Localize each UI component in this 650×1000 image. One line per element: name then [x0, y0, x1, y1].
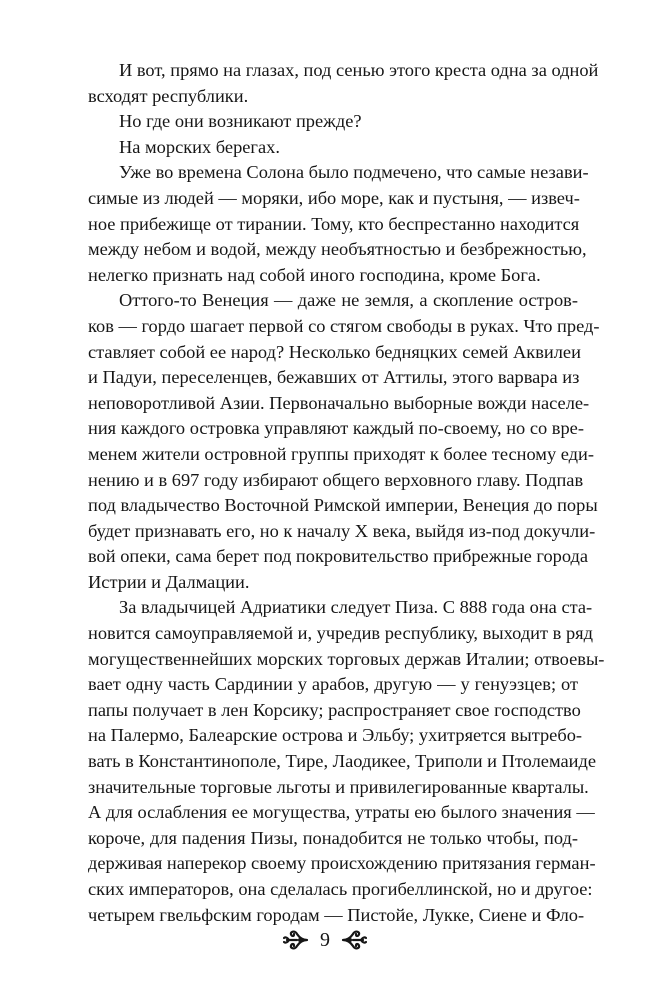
text-line: ния каждого островка управляют каждый по-своему, но со вре-: [88, 418, 584, 439]
text-line: И вот, прямо на глазах, под сенью этого креста одна за одной: [119, 60, 599, 80]
text-line: нению и в 697 году избирают общего верховного главу. Подпав: [88, 469, 584, 490]
text-line: Уже во времена Солона было подмечено, что самые незави-: [119, 162, 589, 183]
page-body: [88, 58, 605, 928]
text-line: А для ослабления ее могущества, утраты ею былого значения —: [88, 802, 595, 823]
text-line: могущественнейших морских торговых держав Италии; отвоевы-: [88, 648, 605, 669]
text-line: будет признавать его, но к началу X века, выйдя из-под докучли-: [88, 520, 596, 541]
text-line: Истрии и Далмации.: [88, 571, 250, 592]
text-line: четырем гвельфским городам — Пистойе, Лукке, Сиене и Фло-: [88, 904, 585, 925]
text-line: менем жители островной группы приходят к более тесному еди-: [88, 443, 594, 464]
text-line: ставляет собой ее народ? Несколько бедняцких семей Аквилеи: [88, 341, 581, 362]
fleuron-left-icon: [283, 929, 309, 951]
text-line: всходят республики.: [88, 85, 249, 106]
text-line: симые из людей — моряки, ибо море, как и пустыня, — извеч-: [88, 187, 580, 208]
paragraph: [88, 595, 605, 928]
fleuron-right-icon: [341, 929, 367, 951]
text-line: Оттого-то Венеция — даже не земля, а скопление остров-: [119, 290, 578, 311]
text-line: ное прибежище от тирании. Тому, кто беспрестанно находится: [88, 213, 580, 234]
text-line: неповоротливой Азии. Первоначально выборные вожди населе-: [88, 392, 590, 413]
paragraph: [88, 135, 578, 161]
text-line: Но где они возникают прежде?: [119, 111, 362, 132]
text-line: За владычицей Адриатики следует Пиза. С 888 года она ста-: [119, 597, 593, 618]
paragraph: [88, 288, 600, 595]
paragraph: [88, 160, 589, 288]
text-line: и Падуи, переселенцев, бежавших от Аттилы, этого варвара из: [88, 367, 580, 388]
text-line: нелегко признать над собой иного господина, кроме Бога.: [88, 264, 541, 285]
text-line: значительные торговые льготы и привилегированные кварталы.: [88, 776, 589, 797]
text-line: ков — гордо шагает первой со стягом свободы в руках. Что пред-: [88, 315, 600, 336]
text-line: На морских берегах.: [119, 136, 280, 157]
paragraph: [88, 58, 599, 109]
text-line: вой опеки, сама берет под покровительство прибрежные города: [88, 546, 589, 567]
page-footer: [0, 928, 650, 952]
text-line: вает одну часть Сардинии у арабов, другую — у генуэзцев; от: [88, 674, 578, 695]
text-line: новится самоуправляемой и, учредив республику, выходит в ряд: [88, 623, 593, 644]
text-line: вать в Константинополе, Тире, Лаодикее, Триполи и Птолемаиде: [88, 751, 596, 772]
text-line: держивая наперекор своему происхождению притязания герман-: [88, 853, 596, 874]
text-line: между небом и водой, между необъятностью и безбрежностью,: [88, 239, 587, 260]
text-line: папы получает в лен Корсику; распространяет свое господство: [88, 699, 581, 720]
text-line: короче, для падения Пизы, понадобится не только чтобы, под-: [88, 827, 578, 848]
text-line: на Палермо, Балеарские острова и Эльбу; ухитряется вытребо-: [88, 725, 583, 746]
text-line: под владычество Восточной Римской империи, Венеция до поры: [88, 495, 598, 516]
text-line: ских императоров, она сделалась прогибеллинской, но и другое:: [88, 879, 593, 899]
page-number: 9: [320, 928, 330, 951]
paragraph: [88, 109, 578, 135]
